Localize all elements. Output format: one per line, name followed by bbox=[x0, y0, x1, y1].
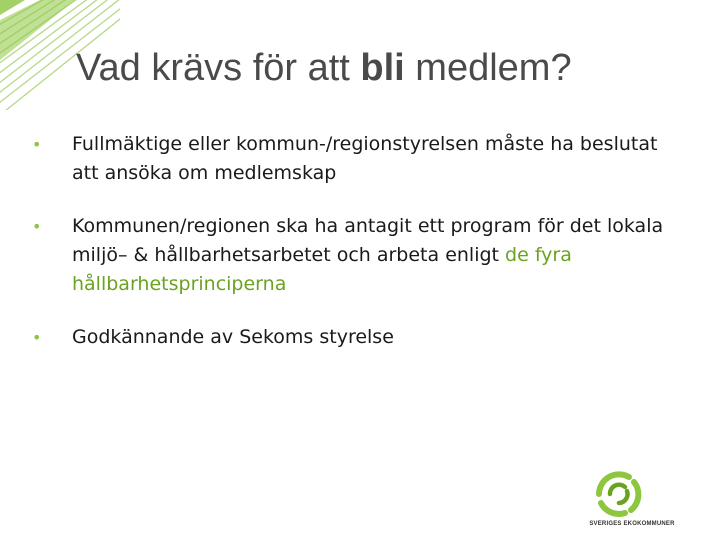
bullet-dot-icon: • bbox=[32, 217, 42, 236]
title-part-1: Vad krävs för att bbox=[76, 47, 361, 89]
bullet-dot-icon: • bbox=[32, 328, 42, 347]
bullet-item-2 bbox=[30, 212, 680, 299]
bullet-text: Fullmäktige eller kommun-/regionstyrelsen måste ha beslutat att ansöka om medlemskap bbox=[72, 133, 658, 184]
logo-text: SVERIGES EKOKOMMUNER bbox=[589, 521, 675, 527]
title-part-2: medlem? bbox=[404, 47, 572, 89]
slide-title bbox=[76, 42, 696, 94]
ekokommuner-logo-icon bbox=[576, 466, 688, 521]
bullet-text: Kommunen/regionen ska ha antagit ett program för det lokala miljö– & hållbarhetsarbetet och arbeta enligt bbox=[72, 215, 664, 266]
bullet-list bbox=[30, 130, 680, 376]
bullet-text: Godkännande av Sekoms styrelse bbox=[72, 326, 394, 348]
title-emphasis: bli bbox=[360, 47, 405, 89]
bullet-dot-icon: • bbox=[32, 135, 42, 154]
bullet-item-3 bbox=[30, 323, 680, 352]
sveriges-ekokommuner-logo bbox=[576, 466, 688, 536]
bullet-item-1 bbox=[30, 130, 680, 188]
principles-link[interactable]: de fyra hållbarhetsprinciperna bbox=[72, 244, 572, 295]
